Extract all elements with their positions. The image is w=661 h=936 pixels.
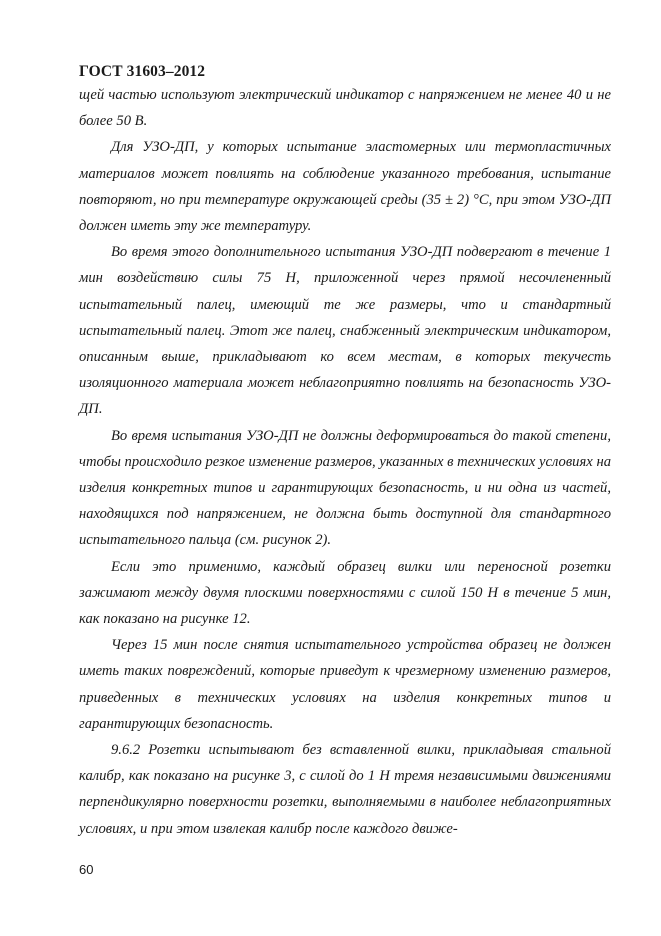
paragraph-6: Через 15 мин после снятия испытательного устройства образец не должен иметь таких повреждений, которые приведут к чрезмерному изменению размеров, приведенных в технических условиях на изделия конкретных типов и гарантирующих безопасность. [79,637,611,732]
page-number: 60 [79,862,94,877]
document-header: ГОСТ 31603–2012 [79,63,206,80]
paragraph-3: Во время этого дополнительного испытания УЗО-ДП подвергают в течение 1 мин воздействию силы 75 Н, приложенной через прямой несочлененный испытательный палец, имеющий те же размеры, что и стандартный испытательный палец. Этот же палец, снабженный электрическим индикатором, описанным выше, прикладывают ко всем местам, в которых текучесть изоляционного материала может неблагоприятно повлиять на безопасность УЗО-ДП. [79,244,611,418]
paragraph-2: Для УЗО-ДП, у которых испытание эластомерных или термопластичных материалов может повлиять на соблюдение указанного требования, испытание повторяют, но при температуре окружающей среды (35 ± 2) °С, при этом УЗО-ДП должен иметь эту же температуру. [79,139,611,235]
paragraph-1: щей частью используют электрический индикатор с напряжением не менее 40 и не более 50 В. [79,87,611,130]
paragraph-4: Во время испытания УЗО-ДП не должны деформироваться до такой степени, чтобы происходило резкое изменение размеров, указанных в технических условиях на изделия конкретных типов и гарантирующих безопасность, и ни одна из частей, находящихся под напряжением, не должна быть доступной для стандартного испытательного пальца (см. рисунок 2). [79,427,611,549]
document-body [79,82,611,842]
paragraph-7: 9.6.2 Розетки испытывают без вставленной вилки, прикладывая стальной калибр, как показано на рисунке 3, с силой до 1 Н тремя независимыми движениями перпендикулярно поверхности розетки, выполняемыми в наиболее неблагоприятных условиях, и при этом извлекая калибр после каждого движе- [79,742,611,837]
paragraph-5: Если это применимо, каждый образец вилки или переносной розетки зажимают между двумя плоскими поверхностями с силой 150 Н в течение 5 мин, как показано на рисунке 12. [79,558,611,628]
